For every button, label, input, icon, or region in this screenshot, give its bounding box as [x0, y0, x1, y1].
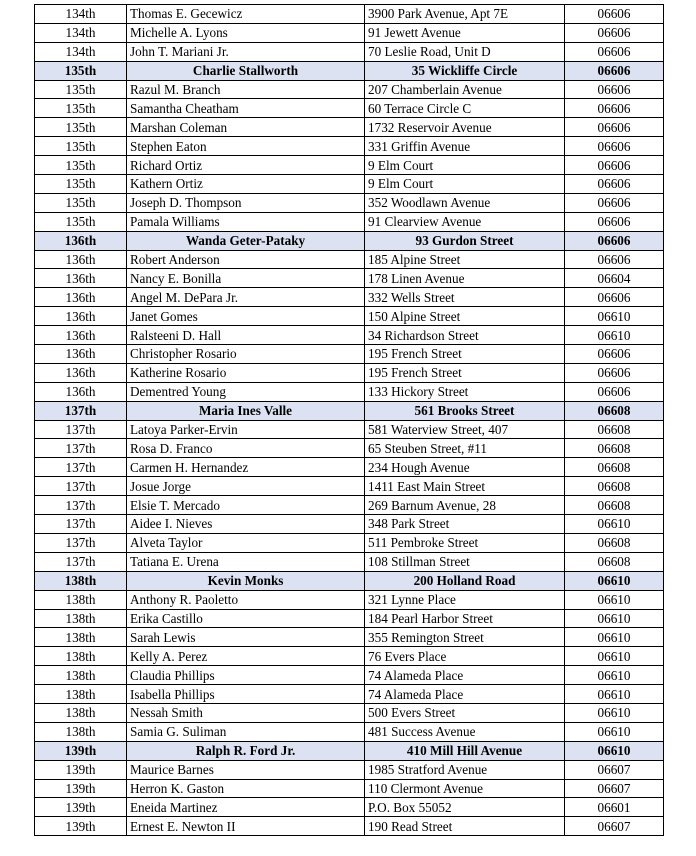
zip-code-cell: 06606 [565, 288, 664, 307]
name-cell: Ralph R. Ford Jr. [127, 741, 365, 760]
member-row [35, 515, 664, 534]
district-cell: 135th [35, 175, 127, 194]
zip-code-cell: 06606 [565, 42, 664, 61]
zip-code-cell: 06606 [565, 118, 664, 137]
member-row [35, 363, 664, 382]
member-row [35, 552, 664, 571]
member-row [35, 477, 664, 496]
member-row [35, 5, 664, 24]
member-row [35, 685, 664, 704]
member-row [35, 42, 664, 61]
zip-code-cell: 06607 [565, 779, 664, 798]
zip-code-cell: 06608 [565, 533, 664, 552]
name-cell: Robert Anderson [127, 250, 365, 269]
district-header-row [35, 741, 664, 760]
member-row [35, 307, 664, 326]
name-cell: Kelly A. Perez [127, 647, 365, 666]
name-cell: Ernest E. Newton II [127, 817, 365, 836]
name-cell: Richard Ortiz [127, 156, 365, 175]
address-cell: P.O. Box 55052 [365, 798, 565, 817]
district-cell: 136th [35, 326, 127, 345]
district-cell: 137th [35, 515, 127, 534]
member-row [35, 628, 664, 647]
member-row [35, 250, 664, 269]
name-cell: Angel M. DePara Jr. [127, 288, 365, 307]
member-row [35, 533, 664, 552]
name-cell: Nancy E. Bonilla [127, 269, 365, 288]
member-row [35, 99, 664, 118]
district-cell: 135th [35, 61, 127, 80]
address-cell: 74 Alameda Place [365, 666, 565, 685]
member-row [35, 137, 664, 156]
address-cell: 195 French Street [365, 363, 565, 382]
zip-code-cell: 06610 [565, 515, 664, 534]
member-row [35, 666, 664, 685]
district-cell: 138th [35, 685, 127, 704]
district-cell: 138th [35, 628, 127, 647]
district-cell: 136th [35, 250, 127, 269]
name-cell: Nessah Smith [127, 703, 365, 722]
zip-code-cell: 06608 [565, 439, 664, 458]
district-cell: 135th [35, 193, 127, 212]
address-cell: 108 Stillman Street [365, 552, 565, 571]
zip-code-cell: 06606 [565, 61, 664, 80]
district-cell: 136th [35, 307, 127, 326]
district-cell: 134th [35, 5, 127, 24]
address-cell: 561 Brooks Street [365, 401, 565, 420]
zip-code-cell: 06606 [565, 99, 664, 118]
zip-code-cell: 06610 [565, 685, 664, 704]
member-row [35, 175, 664, 194]
member-row [35, 496, 664, 515]
member-row [35, 458, 664, 477]
member-row [35, 269, 664, 288]
member-row [35, 647, 664, 666]
zip-code-cell: 06606 [565, 175, 664, 194]
district-cell: 138th [35, 666, 127, 685]
zip-code-cell: 06606 [565, 156, 664, 175]
district-cell: 139th [35, 798, 127, 817]
member-row [35, 817, 664, 836]
member-row [35, 345, 664, 364]
member-row [35, 193, 664, 212]
name-cell: Michelle A. Lyons [127, 23, 365, 42]
district-cell: 138th [35, 722, 127, 741]
district-cell: 135th [35, 212, 127, 231]
name-cell: Isabella Phillips [127, 685, 365, 704]
zip-code-cell: 06608 [565, 552, 664, 571]
district-cell: 135th [35, 156, 127, 175]
member-row [35, 420, 664, 439]
name-cell: Samia G. Suliman [127, 722, 365, 741]
name-cell: Elsie T. Mercado [127, 496, 365, 515]
zip-code-cell: 06610 [565, 628, 664, 647]
address-cell: 190 Read Street [365, 817, 565, 836]
member-row [35, 760, 664, 779]
zip-code-cell: 06610 [565, 609, 664, 628]
member-row [35, 779, 664, 798]
address-cell: 581 Waterview Street, 407 [365, 420, 565, 439]
name-cell: Tatiana E. Urena [127, 552, 365, 571]
address-cell: 348 Park Street [365, 515, 565, 534]
zip-code-cell: 06610 [565, 307, 664, 326]
district-cell: 135th [35, 137, 127, 156]
zip-code-cell: 06606 [565, 363, 664, 382]
district-cell: 136th [35, 231, 127, 250]
address-cell: 207 Chamberlain Avenue [365, 80, 565, 99]
zip-code-cell: 06606 [565, 193, 664, 212]
name-cell: Janet Gomes [127, 307, 365, 326]
zip-code-cell: 06601 [565, 798, 664, 817]
address-cell: 93 Gurdon Street [365, 231, 565, 250]
address-cell: 178 Linen Avenue [365, 269, 565, 288]
address-cell: 91 Jewett Avenue [365, 23, 565, 42]
address-cell: 3900 Park Avenue, Apt 7E [365, 5, 565, 24]
address-cell: 70 Leslie Road, Unit D [365, 42, 565, 61]
district-cell: 136th [35, 288, 127, 307]
address-cell: 234 Hough Avenue [365, 458, 565, 477]
name-cell: Wanda Geter-Pataky [127, 231, 365, 250]
member-row [35, 609, 664, 628]
address-cell: 331 Griffin Avenue [365, 137, 565, 156]
address-cell: 1985 Stratford Avenue [365, 760, 565, 779]
zip-code-cell: 06608 [565, 420, 664, 439]
address-cell: 133 Hickory Street [365, 382, 565, 401]
district-cell: 138th [35, 609, 127, 628]
zip-code-cell: 06606 [565, 382, 664, 401]
district-cell: 137th [35, 533, 127, 552]
zip-code-cell: 06608 [565, 496, 664, 515]
member-row [35, 703, 664, 722]
name-cell: Aidee I. Nieves [127, 515, 365, 534]
zip-code-cell: 06606 [565, 5, 664, 24]
zip-code-cell: 06610 [565, 571, 664, 590]
address-cell: 184 Pearl Harbor Street [365, 609, 565, 628]
address-cell: 500 Evers Street [365, 703, 565, 722]
name-cell: Stephen Eaton [127, 137, 365, 156]
address-cell: 410 Mill Hill Avenue [365, 741, 565, 760]
district-header-row [35, 231, 664, 250]
address-cell: 76 Evers Place [365, 647, 565, 666]
zip-code-cell: 06606 [565, 80, 664, 99]
address-cell: 1732 Reservoir Avenue [365, 118, 565, 137]
member-row [35, 590, 664, 609]
address-cell: 195 French Street [365, 345, 565, 364]
district-cell: 137th [35, 458, 127, 477]
district-cell: 139th [35, 760, 127, 779]
member-row [35, 23, 664, 42]
name-cell: Samantha Cheatham [127, 99, 365, 118]
district-cell: 134th [35, 42, 127, 61]
district-cell: 135th [35, 99, 127, 118]
district-cell: 134th [35, 23, 127, 42]
district-cell: 139th [35, 741, 127, 760]
address-cell: 200 Holland Road [365, 571, 565, 590]
district-cell: 138th [35, 703, 127, 722]
district-cell: 136th [35, 269, 127, 288]
address-cell: 481 Success Avenue [365, 722, 565, 741]
name-cell: Kevin Monks [127, 571, 365, 590]
roster-body [35, 5, 664, 836]
zip-code-cell: 06608 [565, 477, 664, 496]
district-cell: 139th [35, 817, 127, 836]
zip-code-cell: 06607 [565, 817, 664, 836]
name-cell: Kathern Ortiz [127, 175, 365, 194]
address-cell: 74 Alameda Place [365, 685, 565, 704]
district-cell: 138th [35, 647, 127, 666]
address-cell: 321 Lynne Place [365, 590, 565, 609]
address-cell: 9 Elm Court [365, 175, 565, 194]
zip-code-cell: 06610 [565, 590, 664, 609]
member-row [35, 80, 664, 99]
name-cell: Charlie Stallworth [127, 61, 365, 80]
member-row [35, 118, 664, 137]
name-cell: Pamala Williams [127, 212, 365, 231]
name-cell: Alveta Taylor [127, 533, 365, 552]
address-cell: 185 Alpine Street [365, 250, 565, 269]
zip-code-cell: 06610 [565, 326, 664, 345]
zip-code-cell: 06608 [565, 458, 664, 477]
address-cell: 91 Clearview Avenue [365, 212, 565, 231]
name-cell: Carmen H. Hernandez [127, 458, 365, 477]
address-cell: 352 Woodlawn Avenue [365, 193, 565, 212]
address-cell: 9 Elm Court [365, 156, 565, 175]
district-header-row [35, 401, 664, 420]
name-cell: Rosa D. Franco [127, 439, 365, 458]
address-cell: 1411 East Main Street [365, 477, 565, 496]
zip-code-cell: 06606 [565, 212, 664, 231]
zip-code-cell: 06610 [565, 666, 664, 685]
zip-code-cell: 06607 [565, 760, 664, 779]
name-cell: Sarah Lewis [127, 628, 365, 647]
district-cell: 138th [35, 590, 127, 609]
zip-code-cell: 06606 [565, 345, 664, 364]
district-cell: 137th [35, 420, 127, 439]
roster-sheet [34, 4, 664, 836]
address-cell: 150 Alpine Street [365, 307, 565, 326]
member-row [35, 722, 664, 741]
address-cell: 511 Pembroke Street [365, 533, 565, 552]
name-cell: Razul M. Branch [127, 80, 365, 99]
name-cell: Josue Jorge [127, 477, 365, 496]
name-cell: Maurice Barnes [127, 760, 365, 779]
zip-code-cell: 06606 [565, 231, 664, 250]
member-row [35, 156, 664, 175]
name-cell: Maria Ines Valle [127, 401, 365, 420]
address-cell: 34 Richardson Street [365, 326, 565, 345]
name-cell: Thomas E. Gecewicz [127, 5, 365, 24]
district-header-row [35, 571, 664, 590]
address-cell: 269 Barnum Avenue, 28 [365, 496, 565, 515]
zip-code-cell: 06604 [565, 269, 664, 288]
zip-code-cell: 06606 [565, 23, 664, 42]
district-cell: 137th [35, 439, 127, 458]
name-cell: Latoya Parker-Ervin [127, 420, 365, 439]
zip-code-cell: 06610 [565, 722, 664, 741]
member-row [35, 288, 664, 307]
name-cell: John T. Mariani Jr. [127, 42, 365, 61]
name-cell: Claudia Phillips [127, 666, 365, 685]
name-cell: Katherine Rosario [127, 363, 365, 382]
name-cell: Marshan Coleman [127, 118, 365, 137]
name-cell: Ralsteeni D. Hall [127, 326, 365, 345]
district-cell: 135th [35, 80, 127, 99]
zip-code-cell: 06610 [565, 647, 664, 666]
member-row [35, 382, 664, 401]
zip-code-cell: 06610 [565, 741, 664, 760]
roster-table [34, 4, 664, 836]
member-row [35, 212, 664, 231]
district-cell: 137th [35, 552, 127, 571]
district-cell: 138th [35, 571, 127, 590]
district-cell: 135th [35, 118, 127, 137]
district-cell: 137th [35, 496, 127, 515]
address-cell: 355 Remington Street [365, 628, 565, 647]
zip-code-cell: 06606 [565, 250, 664, 269]
district-cell: 136th [35, 382, 127, 401]
name-cell: Erika Castillo [127, 609, 365, 628]
name-cell: Anthony R. Paoletto [127, 590, 365, 609]
member-row [35, 439, 664, 458]
address-cell: 65 Steuben Street, #11 [365, 439, 565, 458]
zip-code-cell: 06606 [565, 137, 664, 156]
address-cell: 332 Wells Street [365, 288, 565, 307]
address-cell: 60 Terrace Circle C [365, 99, 565, 118]
district-cell: 136th [35, 345, 127, 364]
district-cell: 136th [35, 363, 127, 382]
district-cell: 139th [35, 779, 127, 798]
member-row [35, 326, 664, 345]
zip-code-cell: 06610 [565, 703, 664, 722]
name-cell: Dementred Young [127, 382, 365, 401]
name-cell: Joseph D. Thompson [127, 193, 365, 212]
district-cell: 137th [35, 401, 127, 420]
address-cell: 35 Wickliffe Circle [365, 61, 565, 80]
address-cell: 110 Clermont Avenue [365, 779, 565, 798]
district-header-row [35, 61, 664, 80]
district-cell: 137th [35, 477, 127, 496]
name-cell: Eneida Martinez [127, 798, 365, 817]
name-cell: Christopher Rosario [127, 345, 365, 364]
member-row [35, 798, 664, 817]
zip-code-cell: 06608 [565, 401, 664, 420]
name-cell: Herron K. Gaston [127, 779, 365, 798]
